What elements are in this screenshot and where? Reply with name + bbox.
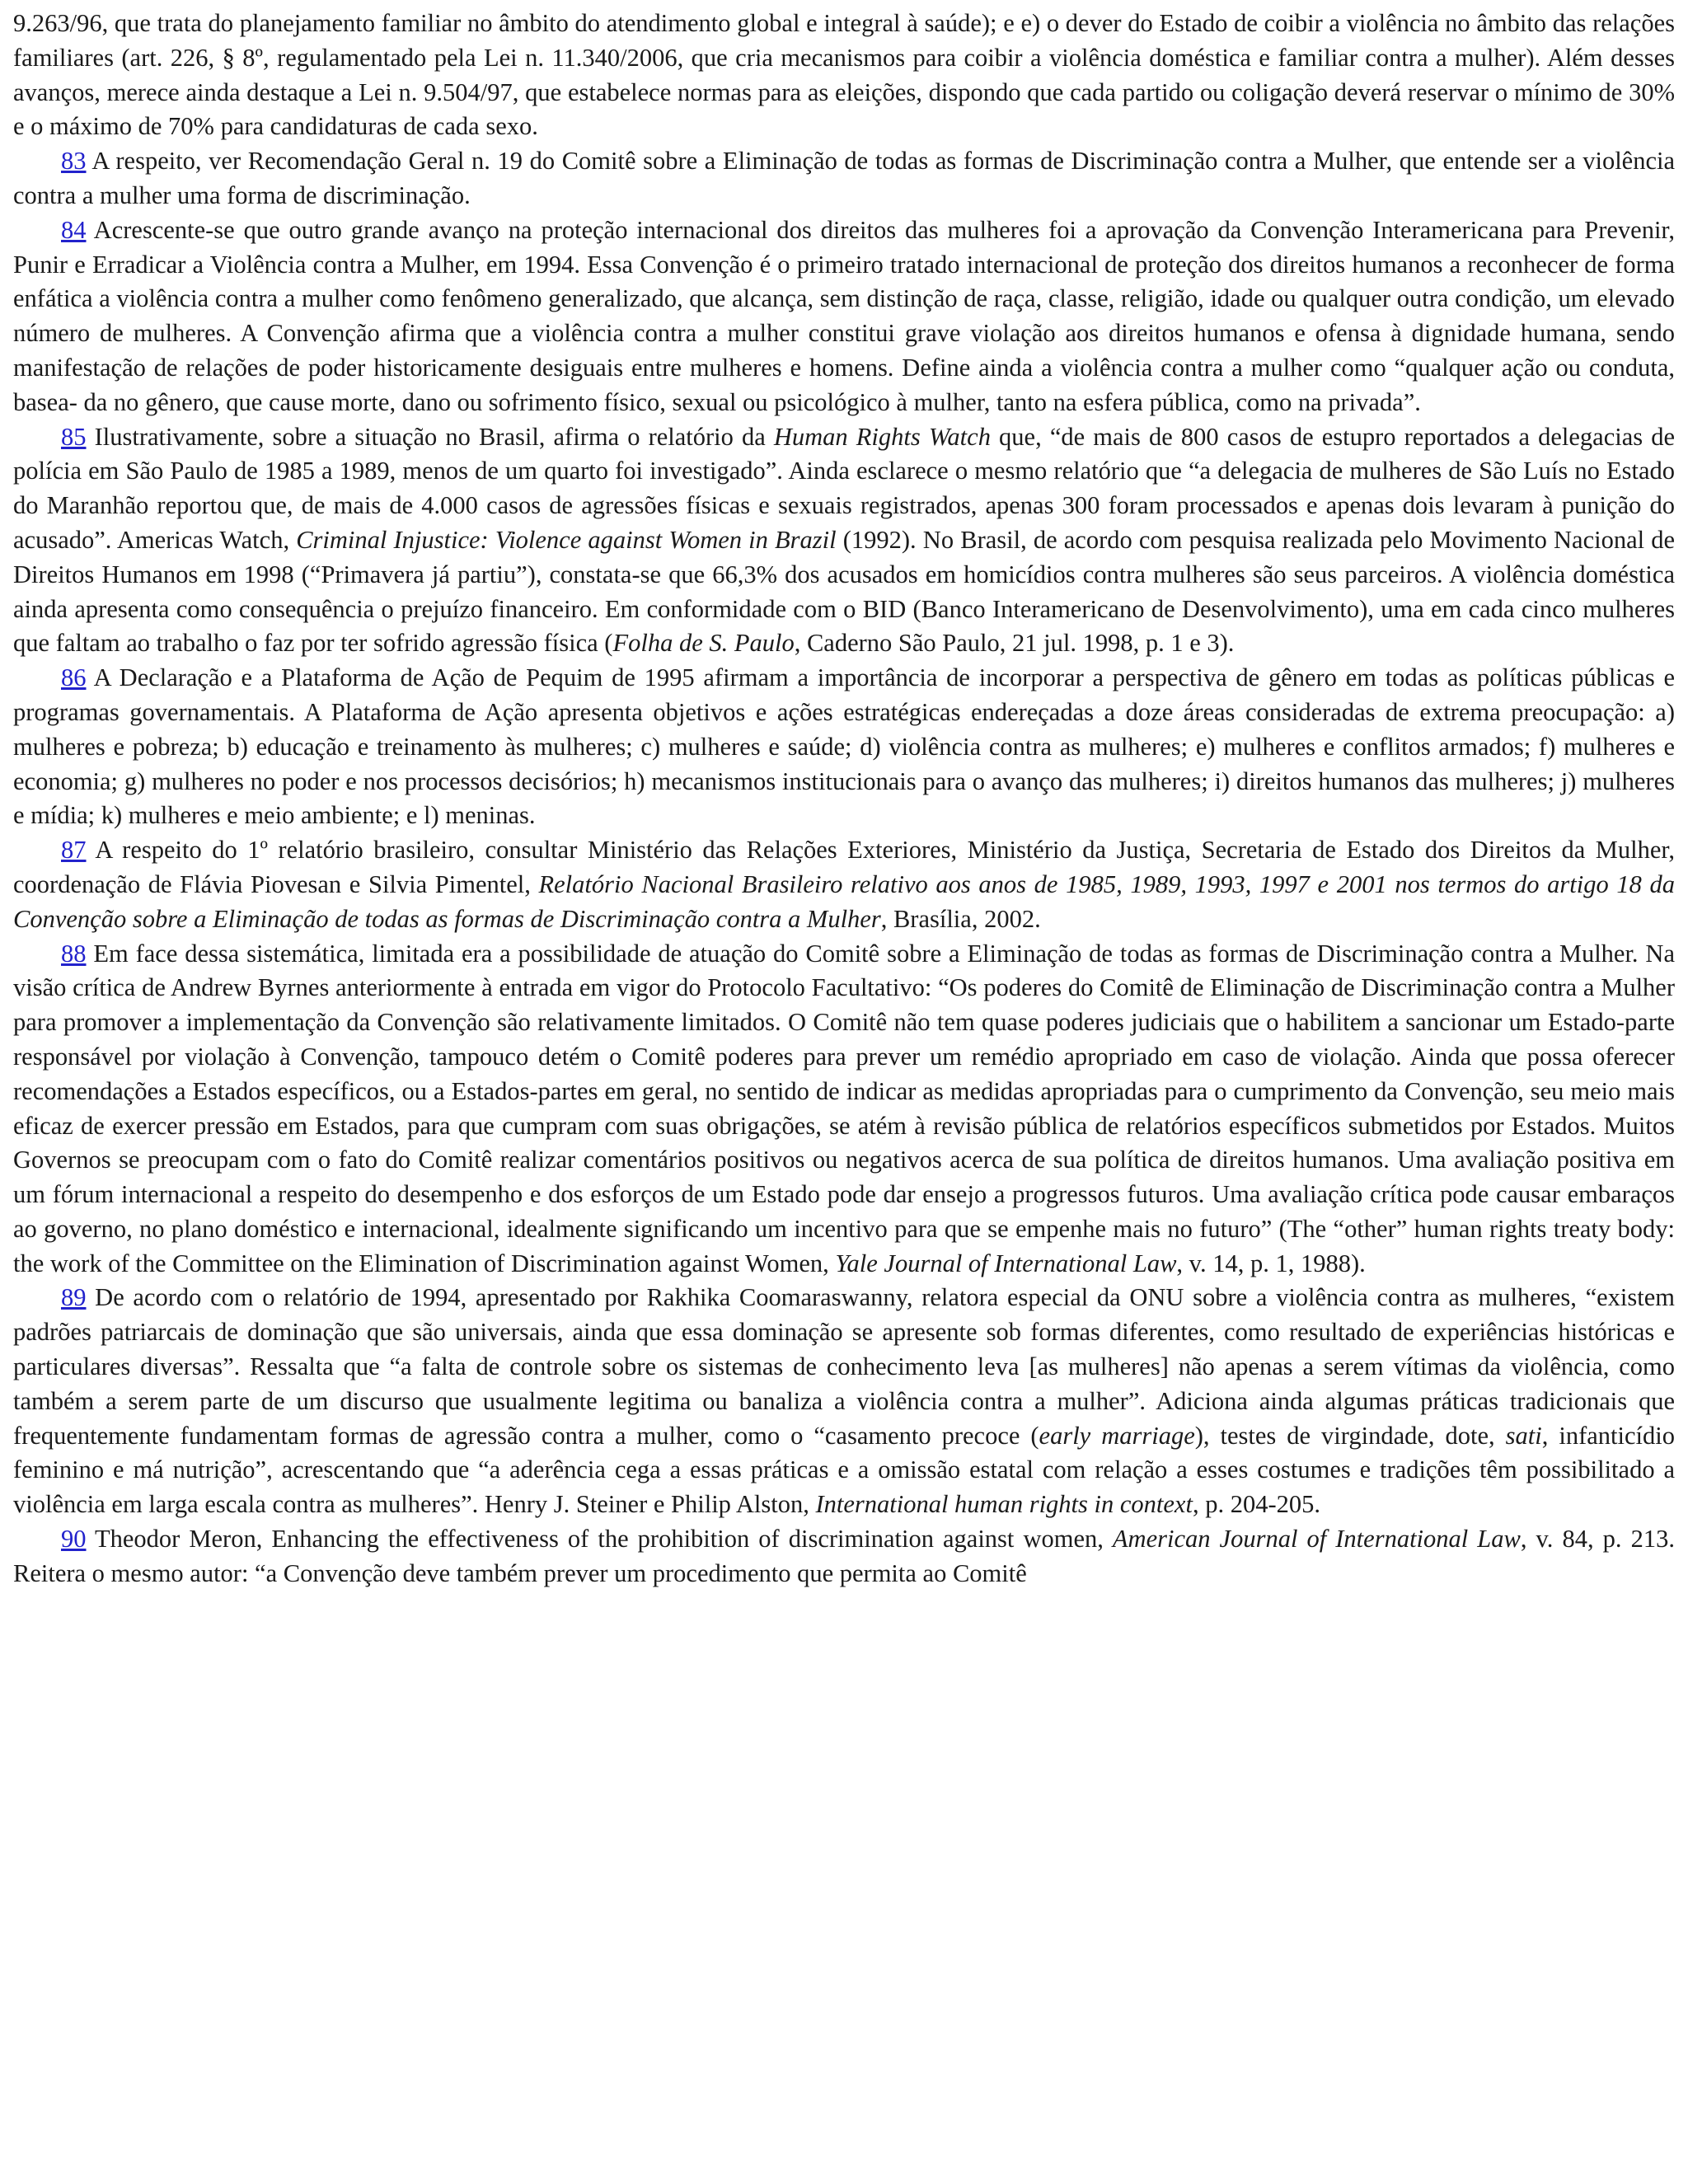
footnote-ref-link-88[interactable]: 88 xyxy=(61,939,87,968)
italic-text: Human Rights Watch xyxy=(773,422,991,451)
footnote-87 xyxy=(13,833,1675,936)
italic-text: sati xyxy=(1505,1421,1542,1450)
italic-text: Yale Journal of International Law xyxy=(835,1249,1177,1277)
body-text: , p. 204-205. xyxy=(1192,1490,1320,1519)
body-text: , Caderno São Paulo, 21 jul. 1998, p. 1 e 3). xyxy=(794,629,1235,658)
italic-text: Folha de S. Paulo xyxy=(612,629,795,658)
body-text: De acordo com o relatório de 1994, apresentado por Rakhika Coomaraswanny, relatora especial da ONU sobre a violência contra as mulheres, “existem padrões patriarcais de dominação que são universais, ainda que essa dominação se apresente sob formas diferentes, como resultado de experiências históricas e particulares diversas”. Ressalta que “a falta de controle sobre os sistemas de conhecimento leva [as mulheres] não apenas a serem vítimas da violência, como também a serem parte de um discurso que usualmente legitima ou banaliza a violência contra a mulher”. Adiciona ainda algumas práticas tradicionais que frequentemente fundamentam formas de agressão contra a mulher, como o “casamento precoce ( xyxy=(13,1283,1675,1450)
footnote-89 xyxy=(13,1281,1675,1522)
footnote-continuation xyxy=(13,7,1675,144)
italic-text: Criminal Injustice: Violence against Women in Brazil xyxy=(296,525,837,554)
italic-text: American Journal of International Law xyxy=(1112,1525,1521,1554)
footnote-85 xyxy=(13,420,1675,662)
body-text: que, “de mais de 800 casos de estupro reportados a delegacias de polícia em São Paulo de 1985 a 1989, menos de um quarto foi investigado”. Ainda esclarece o mesmo relatório que “a delegacia de mulheres de São Luís no Estado do Maranhão reportou que, de mais de 4.000 casos de agressões físicas e sexuais registrados, apenas 300 foram processados e apenas dois levaram à punição do acusado”. Americas Watch, xyxy=(13,422,1676,554)
footnote-84 xyxy=(13,213,1675,420)
footnote-ref-link-83[interactable]: 83 xyxy=(61,147,87,176)
body-text: ), testes de virgindade, dote, xyxy=(1194,1421,1506,1450)
body-text: Acrescente-se que outro grande avanço na proteção internacional dos direitos das mulheres foi a aprovação da Convenção Interamericana para Prevenir, Punir e Erradicar a Violência contra a Mulher, em 1994. Essa Convenção é o primeiro tratado internacional de proteção dos direitos humanos a reconhecer de forma enfática a violência contra a mulher como fenômeno generalizado, que alcança, sem distinção de raça, classe, religião, idade ou qualquer outra condição, um elevado número de mulheres. A Convenção afirma que a violência contra a mulher constitui grave violação aos direitos humanos e ofensa à dignidade humana, sendo manifestação de relações de poder historicamente desiguais entre mulheres e homens. Define ainda a violência contra a mulher como “qualquer ação ou conduta, basea- da no gênero, que cause morte, dano ou sofrimento físico, sexual ou psicológico à mulher, tanto na esfera pública, como na privada”. xyxy=(13,215,1675,416)
footnote-83 xyxy=(13,144,1675,213)
body-text: A Declaração e a Plataforma de Ação de Pequim de 1995 afirmam a importância de incorporar a perspectiva de gênero em todas as políticas públicas e programas governamentais. A Plataforma de Ação apresenta objetivos e ações estratégicas endereçadas a doze áreas consideradas de extrema preocupação: a) mulheres e pobreza; b) educação e treinamento às mulheres; c) mulheres e saúde; d) violência contra as mulheres; e) mulheres e conflitos armados; f) mulheres e economia; g) mulheres no poder e nos processos decisórios; h) mecanismos institucionais para o avanço das mulheres; i) direitos humanos das mulheres; j) mulheres e mídia; k) mulheres e meio ambiente; e l) meninas. xyxy=(13,663,1675,830)
italic-text: Relatório Nacional Brasileiro relativo aos anos de 1985, 1989, 1993, 1997 e 2001 nos termos do artigo 18 da Convenção sobre a Eliminação de todas as formas de Discriminação contra a Mulher xyxy=(13,869,1675,933)
body-text: (1992). No Brasil, de acordo com pesquisa realizada pelo Movimento Nacional de Direitos Humanos em 1998 (“Primavera já partiu”), constata-se que 66,3% dos acusados em homicídios contra mulheres são seus parceiros. A violência doméstica ainda apresenta como consequência o prejuízo financeiro. Em conformidade com o BID (Banco Interamericano de Desenvolvimento), uma em cada cinco mulheres que faltam ao trabalho o faz por ter sofrido agressão física ( xyxy=(13,525,1676,658)
footnote-ref-link-87[interactable]: 87 xyxy=(61,836,87,865)
body-text: Theodor Meron, Enhancing the effectiveness of the prohibition of discrimination against women, xyxy=(86,1525,1113,1554)
body-text: A respeito, ver Recomendação Geral n. 19 do Comitê sobre a Eliminação de todas as formas de Discriminação contra a Mulher, que entende ser a violência contra a mulher uma forma de discriminação. xyxy=(13,147,1675,209)
footnotes-section xyxy=(13,7,1675,1591)
body-text: Ilustrativamente, sobre a situação no Brasil, afirma o relatório da xyxy=(86,422,774,451)
body-text: 9.263/96, que trata do planejamento familiar no âmbito do atendimento global e integral à saúde); e e) o dever do Estado de coibir a violência no âmbito das relações familiares (art. 226, § 8º, regulamentado pela Lei n. 11.340/2006, que cria mecanismos para coibir a violência doméstica e familiar contra a mulher). Além desses avanços, merece ainda destaque a Lei n. 9.504/97, que estabelece normas para as eleições, dispondo que cada partido ou coligação deverá reservar o mínimo de 30% e o máximo de 70% para candidaturas de cada sexo. xyxy=(13,9,1675,141)
footnote-ref-link-84[interactable]: 84 xyxy=(61,215,87,244)
footnote-88 xyxy=(13,937,1675,1282)
footnote-ref-link-90[interactable]: 90 xyxy=(61,1525,87,1554)
footnote-ref-link-85[interactable]: 85 xyxy=(61,422,87,451)
footnote-86 xyxy=(13,661,1675,833)
body-text: Em face dessa sistemática, limitada era a possibilidade de atuação do Comitê sobre a Eliminação de todas as formas de Discriminação contra a Mulher. Na visão crítica de Andrew Byrnes anteriormente à entrada em vigor do Protocolo Facultativo: “Os poderes do Comitê de Eliminação de Discriminação contra a Mulher para promover a implementação da Convenção são relativamente limitados. O Comitê não tem quase poderes judiciais que o habilitem a sancionar um Estado-parte responsável por violação à Convenção, tampouco detém o Comitê poderes para prever um remédio apropriado em caso de violação. Ainda que possa oferecer recomendações a Estados específicos, ou a Estados-partes em geral, no sentido de indicar as medidas apropriadas para o cumprimento da Convenção, seu meio mais eficaz de exercer pressão em Estados, para que cumpram com suas obrigações, se atém à revisão pública de relatórios específicos submetidos por Estados. Muitos Governos se preocupam com o fato do Comitê realizar comentários positivos ou negativos acerca de sua política de direitos humanos. Uma avaliação positiva em um fórum internacional a respeito do desempenho e dos esforços de um Estado pode dar ensejo a progressos futuros. Uma avaliação crítica pode causar embaraços ao governo, no plano doméstico e internacional, idealmente significando um incentivo para que se empenhe mais no futuro” (The “other” human rights treaty body: the work of the Committee on the Elimination of Discrimination against Women, xyxy=(13,939,1675,1277)
body-text: A respeito do 1º relatório brasileiro, consultar Ministério das Relações Exteriores, Ministério da Justiça, Secretaria de Estado dos Direitos da Mulher, coordenação de Flávia Piovesan e Silvia Pimentel, xyxy=(13,836,1675,898)
footnote-90 xyxy=(13,1522,1675,1591)
footnote-ref-link-89[interactable]: 89 xyxy=(61,1283,87,1312)
italic-text: early marriage xyxy=(1039,1421,1195,1450)
italic-text: International human rights in context xyxy=(815,1490,1193,1519)
body-text: , Brasília, 2002. xyxy=(880,904,1041,933)
body-text: , infanticídio feminino e má nutrição”, acrescentando que “a aderência cega a essas práticas e a omissão estatal com relação a esses costumes e tradições têm possibilitado a violência em larga escala contra as mulheres”. Henry J. Steiner e Philip Alston, xyxy=(13,1421,1675,1519)
footnote-ref-link-86[interactable]: 86 xyxy=(61,663,87,692)
body-text: , v. 14, p. 1, 1988). xyxy=(1176,1249,1366,1277)
body-text: , v. 84, p. 213. Reitera o mesmo autor: “a Convenção deve também prever um procedimento que permita ao Comitê xyxy=(13,1525,1675,1587)
